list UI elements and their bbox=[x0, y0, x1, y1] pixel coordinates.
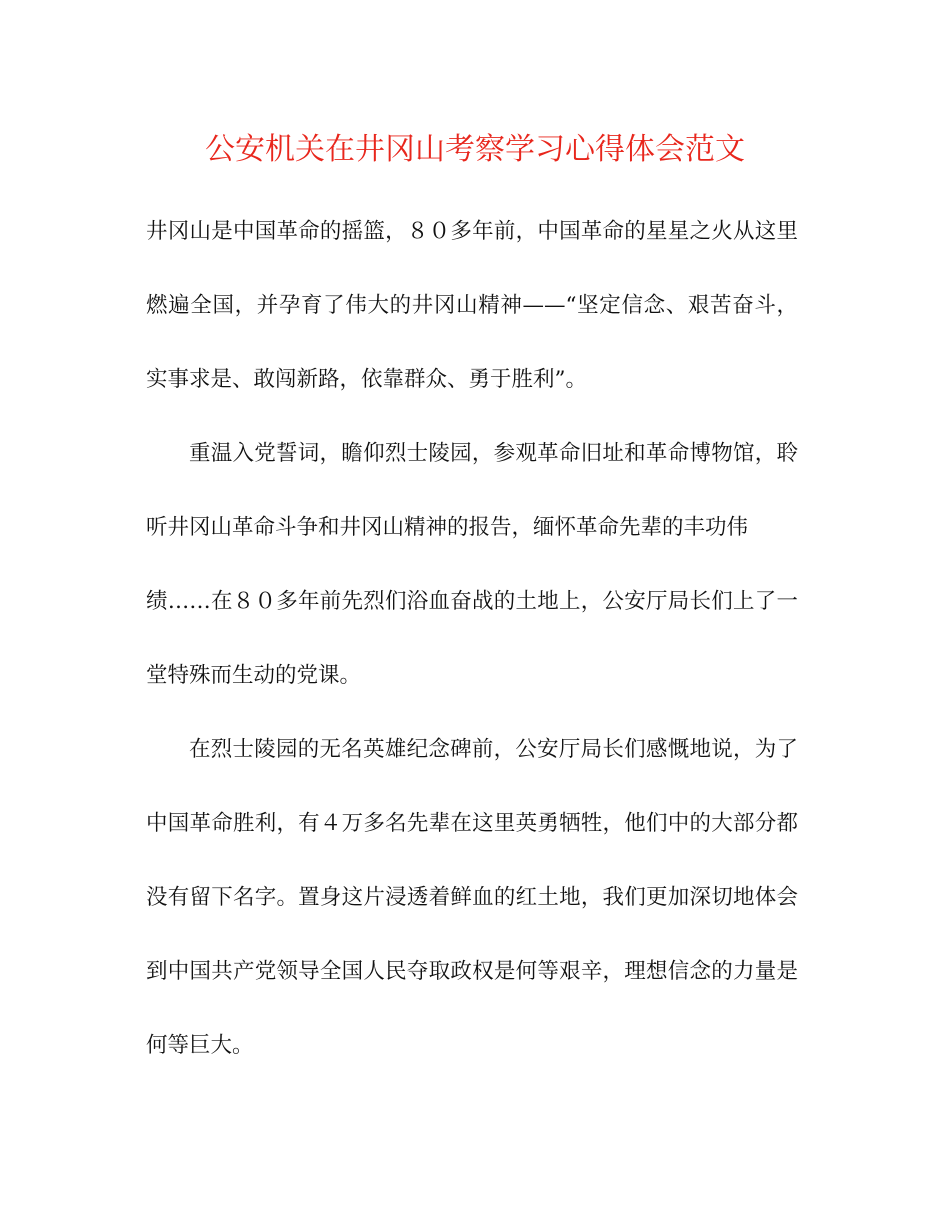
paragraph-2-line-1: 重温入党誓词，瞻仰烈士陵园，参观革命旧址和革命博物馆，聆 bbox=[189, 441, 798, 466]
paragraph-1-line-3: 实事求是、敢闯新路，依靠群众、勇于胜利”。 bbox=[146, 367, 587, 392]
paragraph-1-line-1: 井冈山是中国革命的摇篮，８０多年前，中国革命的星星之火从这里 bbox=[146, 219, 798, 244]
paragraph-2-line-2: 听井冈山革命斗争和井冈山精神的报告，缅怀革命先辈的丰功伟 bbox=[146, 515, 749, 540]
paragraph-2-line-3: 绩……在８０多年前先烈们浴血奋战的土地上，公安厅局长们上了一 bbox=[146, 589, 798, 614]
paragraph-3-line-5: 何等巨大。 bbox=[146, 1033, 254, 1058]
document-title: 公安机关在井冈山考察学习心得体会范文 bbox=[205, 132, 745, 167]
paragraph-3-line-2: 中国革命胜利，有４万多名先辈在这里英勇牺牲，他们中的大部分都 bbox=[146, 811, 798, 836]
paragraph-1-line-2: 燃遍全国，并孕育了伟大的井冈山精神——“坚定信念、艰苦奋斗， bbox=[146, 293, 798, 318]
paragraph-3-line-3: 没有留下名字。置身这片浸透着鲜血的红土地，我们更加深切地体会 bbox=[146, 885, 798, 910]
paragraph-3-line-4: 到中国共产党领导全国人民夺取政权是何等艰辛，理想信念的力量是 bbox=[146, 959, 798, 984]
paragraph-2-line-4: 堂特殊而生动的党课。 bbox=[146, 663, 362, 688]
paragraph-3-line-1: 在烈士陵园的无名英雄纪念碑前，公安厅局长们感慨地说，为了 bbox=[189, 737, 798, 762]
